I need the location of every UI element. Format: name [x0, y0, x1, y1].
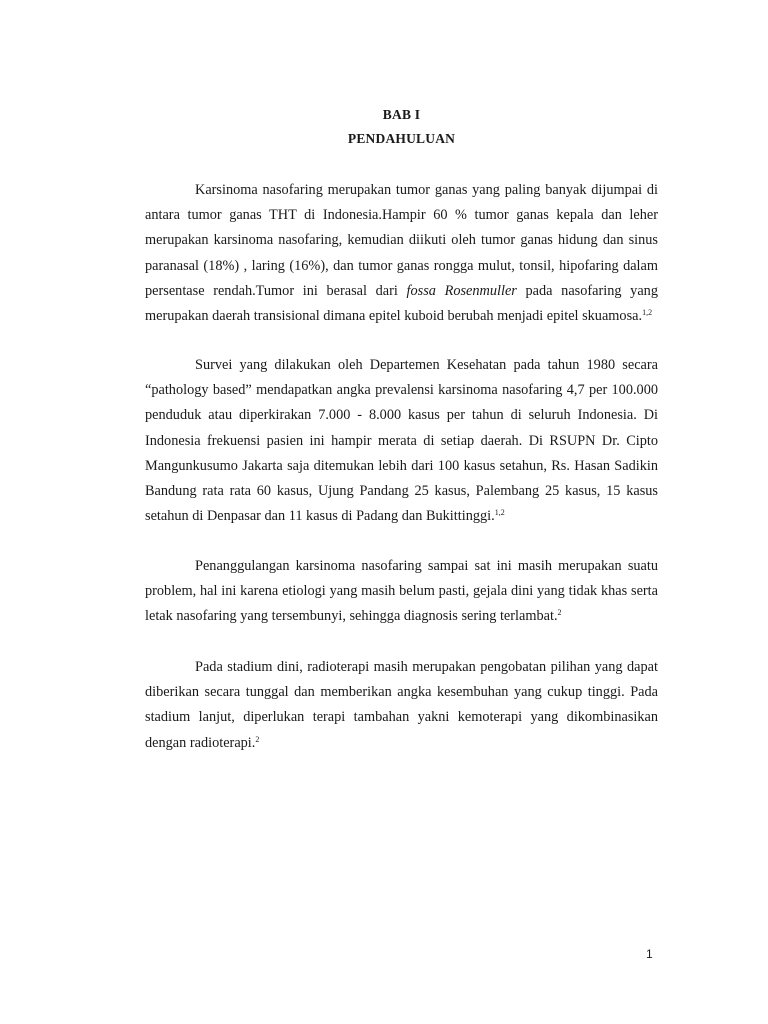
chapter-title: PENDAHULUAN: [347, 131, 456, 146]
paragraph-1: [145, 178, 658, 329]
paragraph-2-text: Survei yang dilakukan oleh Departemen Kesehatan pada tahun 1980 secara “pathology based” mendapatkan angka prevalensi karsinoma nasofaring 4,7 per 100.000 penduduk atau diperkirakan 7.000 - 8.000 kasus per tahun di seluruh Indonesia. Di Indonesia frekuensi pasien ini hampir merata di setiap daerah. Di RSUPN Dr. Cipto Mangunkusumo Jakarta saja ditemukan lebih dari 100 kasus setahun, Rs. Hasan Sadikin Bandung rata rata 60 kasus, Ujung Pandang 25 kasus, Palembang 25 kasus, 15 kasus setahun di Denpasar dan 11 kasus di Padang dan Bukittinggi.: [145, 357, 658, 525]
paragraph-3-citation: 2: [557, 608, 562, 618]
paragraph-3-text: Penanggulangan karsinoma nasofaring sampai sat ini masih merupakan suatu problem, hal ini karena etiologi yang masih belum pasti, gejala dini yang tidak khas serta letak nasofaring yang tersembunyi, sehingga diagnosis sering terlambat.: [145, 558, 658, 625]
paragraph-1-citation: 1,2: [642, 308, 653, 318]
paragraph-2-citation: 1,2: [494, 508, 505, 518]
page-number: 1: [646, 947, 653, 961]
paragraph-4: [145, 655, 658, 756]
paragraph-1-text-end: pada nasofaring yang merupakan daerah transisional dimana epitel kuboid berubah menjadi epitel skuamosa.: [145, 282, 658, 325]
paragraph-3: [145, 554, 658, 630]
paragraph-2: [145, 353, 658, 529]
paragraph-4-text: Pada stadium dini, radioterapi masih merupakan pengobatan pilihan yang dapat diberikan secara tunggal dan memberikan angka kesembuhan yang cukup tinggi. Pada stadium lanjut, diperlukan terapi tambahan yakni kemoterapi yang dikombinasikan dengan radioterapi.: [145, 659, 658, 751]
paragraph-1-text-start: Karsinoma nasofaring merupakan tumor ganas yang paling banyak dijumpai di antara tumor ganas THT di Indonesia.Hampir 60 % tumor ganas kepala dan leher merupakan karsinoma nasofaring, kemudian diikuti oleh tumor ganas hidung dan sinus paranasal (18%) , laring (16%), dan tumor ganas rongga mulut, tonsil, hipofaring dalam persentase rendah.Tumor ini berasal dari: [145, 182, 658, 299]
paragraph-1-italic-term: fossa Rosenmuller: [406, 282, 517, 299]
paragraph-4-citation: 2: [255, 734, 260, 744]
chapter-heading: BAB I: [382, 107, 421, 122]
